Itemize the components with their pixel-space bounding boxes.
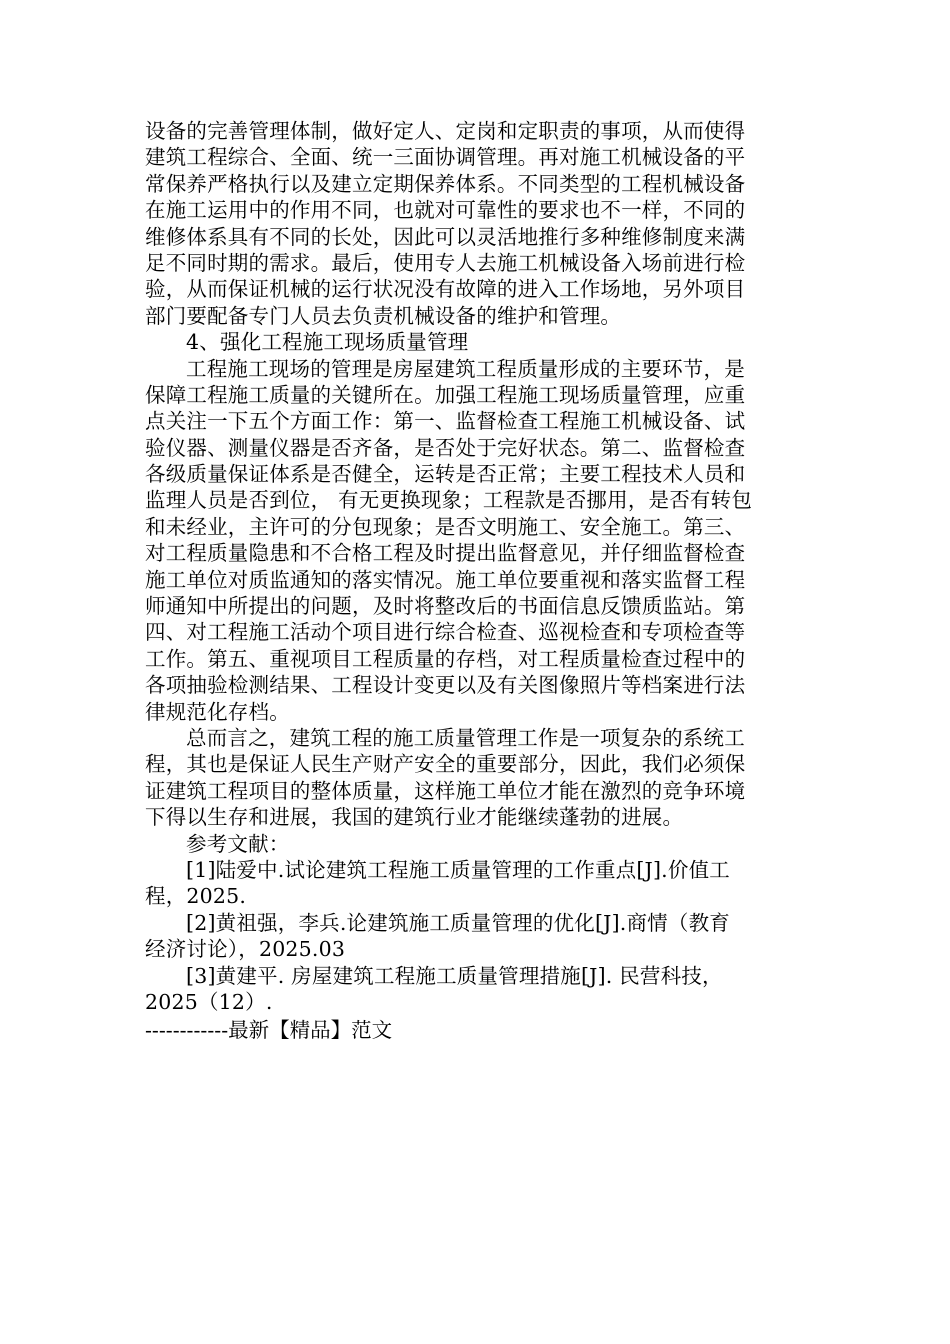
text-line: 程，其也是保证人民生产财产安全的重要部分，因此，我们必须保 (145, 752, 746, 777)
text-line: 维修体系具有不同的长处，因此可以灵活地推行多种维修制度来满 (145, 224, 746, 249)
text-line: 保障工程施工质量的关键所在。加强工程施工现场质量管理，应重 (145, 382, 746, 407)
text-line: 四、对工程施工活动个项目进行综合检查、巡视检查和专项检查等 (145, 620, 746, 645)
text-line: 部门要配备专门人员去负责机械设备的维护和管理。 (145, 303, 622, 328)
text-line: 证建筑工程项目的整体质量，这样施工单位才能在激烈的竞争环境 (145, 778, 746, 803)
text-line: 总而言之，建筑工程的施工质量管理工作是一项复杂的系统工 (186, 725, 745, 750)
text-line: [2]黄祖强，李兵.论建筑施工质量管理的优化[J].商情（教育 (186, 910, 730, 935)
text-line: 施工单位对质监通知的落实情况。施工单位要重视和落实监督工程 (145, 567, 746, 592)
text-line: [3]黄建平. 房屋建筑工程施工质量管理措施[J]. 民营科技， (186, 963, 723, 988)
footer-label: ------------最新【精品】范文 (145, 1018, 393, 1042)
document-body (145, 118, 805, 1015)
text-line: 各项抽验检测结果、工程设计变更以及有关图像照片等档案进行法 (145, 673, 746, 698)
text-line: 工程施工现场的管理是房屋建筑工程质量形成的主要环节，是 (186, 356, 745, 381)
text-line: 工作。第五、重视项目工程质量的存档，对工程质量检查过程中的 (145, 646, 746, 671)
text-line: 常保养严格执行以及建立定期保养体系。不同类型的工程机械设备 (145, 171, 746, 196)
text-line: 各级质量保证体系是否健全，运转是否正常；主要工程技术人员和 (145, 462, 746, 487)
text-line: 经济讨论），2025.03 (145, 937, 346, 962)
text-line: 和未经业，主许可的分包现象；是否文明施工、安全施工。第三、 (145, 514, 746, 539)
text-line: 对工程质量隐患和不合格工程及时提出监督意见，并仔细监督检查 (145, 541, 746, 566)
text-line: 监理人员是否到位， 有无更换现象；工程款是否挪用，是否有转包 (145, 488, 753, 513)
text-line: [1]陆爱中.试论建筑工程施工质量管理的工作重点[J].价值工 (186, 857, 730, 882)
text-line: 验仪器、测量仪器是否齐备，是否处于完好状态。第二、监督检查 (145, 435, 746, 460)
text-line: 师通知中所提出的问题，及时将整改后的书面信息反馈质监站。第 (145, 594, 746, 619)
text-line: 下得以生存和进展，我国的建筑行业才能继续蓬勃的进展。 (145, 805, 684, 830)
text-line: 2025（12）. (145, 989, 273, 1014)
text-line: 律规范化存档。 (145, 699, 290, 724)
text-line: 4、强化工程施工现场质量管理 (186, 330, 469, 355)
text-line: 在施工运用中的作用不同，也就对可靠性的要求也不一样，不同的 (145, 198, 746, 223)
text-line: 足不同时期的需求。最后，使用专人去施工机械设备入场前进行检 (145, 250, 746, 275)
text-line: 点关注一下五个方面工作：第一、监督检查工程施工机械设备、试 (145, 409, 746, 434)
text-line: 参考文献： (186, 831, 290, 856)
text-line: 建筑工程综合、全面、统一三面协调管理。再对施工机械设备的平 (145, 145, 746, 170)
text-line: 验，从而保证机械的运行状况没有故障的进入工作场地，另外项目 (145, 277, 746, 302)
text-line: 程，2025. (145, 884, 247, 909)
text-line: 设备的完善管理体制，做好定人、定岗和定职责的事项，从而使得 (145, 119, 746, 143)
